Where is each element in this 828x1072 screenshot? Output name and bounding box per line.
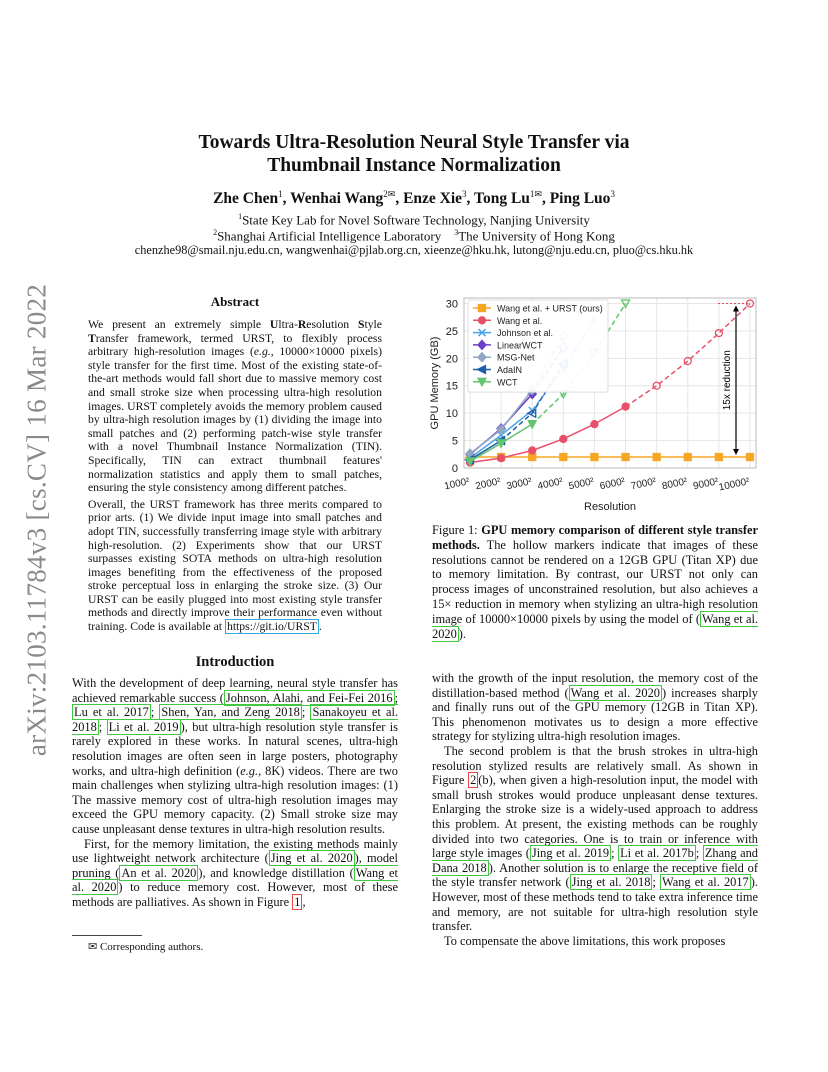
- paper-title: [0, 131, 828, 177]
- intro-right-paragraph-1: [432, 671, 758, 744]
- arrow-head-bottom: [733, 449, 739, 455]
- text: ;: [98, 719, 107, 734]
- figure-link[interactable]: 2: [470, 773, 477, 788]
- author-3: Enze Xie: [403, 190, 463, 208]
- data-point: [715, 454, 722, 461]
- y-tick-label: 25: [445, 325, 458, 338]
- x-axis-label: Resolution: [584, 501, 636, 513]
- y-tick-label: 0: [451, 463, 458, 475]
- author-5: Ping Luo: [549, 190, 611, 208]
- citation-link[interactable]: Lu et al. 2017: [74, 705, 149, 720]
- text: , 8K) videos. There are two main challenges when stylizing ultra-high resolution images: (1) The massive memory cost of ultra-high resolution images may exceed the GPU memory capacity. (2) Small stroke size may cause unpleasant dense textures in ultra-high resolution results.: [72, 763, 398, 836]
- author-5-sup: 3: [610, 189, 615, 199]
- x-tick-label: 8000²: [661, 476, 689, 493]
- caption-text: ).: [458, 626, 467, 641]
- italic-text: e.g.: [240, 763, 259, 778]
- data-point: [560, 454, 567, 461]
- text: with the growth of the input resolution, the memory cost of the distillation-based method (: [432, 671, 758, 700]
- abstract-text: We present an extremely simple: [88, 318, 270, 331]
- abstract-text: .: [318, 620, 322, 634]
- data-point: [622, 403, 629, 410]
- author-3-sup: 3: [462, 189, 467, 199]
- legend-marker: [479, 317, 486, 324]
- citation-link[interactable]: Shen, Yan, and Zeng 2018: [161, 705, 300, 720]
- text: ;: [695, 846, 703, 861]
- author-emails: chenzhe98@smail.nju.edu.cn, wangwenhai@pjlab.org.cn, xieenze@hku.hk, lutong@nju.edu.cn, pluo@cs.hku.hk: [134, 243, 694, 257]
- caption-label: Figure 1:: [432, 523, 482, 537]
- abstract-bold-s: S: [357, 318, 365, 331]
- citation-link[interactable]: Wang et al. 2020: [432, 611, 758, 641]
- citation-link[interactable]: Jing et al. 2020: [270, 851, 353, 866]
- author-1: Zhe Chen: [213, 190, 279, 208]
- citation-link[interactable]: Jing et al. 2018: [571, 875, 651, 890]
- intro-paragraph-2: [72, 837, 398, 910]
- affiliation-3-sup: 3: [454, 228, 459, 237]
- text: First, for the memory limitation, the existing methods mainly use lightweight network architecture (: [72, 836, 398, 866]
- data-point: [747, 454, 754, 461]
- affiliation-2: [0, 228, 828, 244]
- legend-label: AdaIN: [497, 365, 523, 375]
- arrow-head-top: [733, 305, 739, 311]
- x-tick-label: 1000²: [443, 476, 471, 493]
- text: ,: [302, 894, 306, 909]
- text: ). However, most of these methods tend to take extra inference time and memory, are not suitable for ultra-high resolution style transfer.: [432, 875, 758, 934]
- intro-left-column: [72, 676, 398, 910]
- footnote: ✉ Corresponding authors.: [88, 941, 204, 953]
- data-point: [684, 454, 691, 461]
- introduction-heading: Introduction: [195, 654, 275, 670]
- figure-1-caption: [432, 523, 758, 641]
- y-tick-label: 5: [451, 435, 458, 448]
- citation-link[interactable]: Li et al. 2017b: [620, 846, 694, 861]
- y-tick-label: 30: [445, 298, 458, 311]
- text: ) to reduce memory cost. However, most of these methods are palliatives. As shown in Figure: [72, 880, 398, 909]
- affiliation-1-text: State Key Lab for Novel Software Technology, Nanjing University: [242, 212, 590, 228]
- abstract-body: [88, 318, 382, 637]
- abstract-text: , 10000×10000 pixels) style transfer for the first time. Most of the existing state-of-the-art methods would fall short due to massive memory cost and small stroke size when processing ultra-high resolution images. URST completely avoids the memory problem caused by ultra-high resolution images by (1) dividing the image into small patches and (2) performing patch-wise style transfer with a novel Thumbnail Instance Normalization (TIN). Specifically, TIN can extract thumbnail features' normalization statistics and apply them to small patches, ensuring the style consistency among different patches.: [88, 345, 382, 495]
- affiliation-2-text: Shanghai Artificial Intelligence Laboratory: [217, 228, 442, 244]
- caption-bold: GPU memory comparison of different style transfer methods.: [432, 523, 758, 552]
- text: The second problem is that the brush strokes in ultra-high resolution stylized results are relatively small. As shown in Figure: [432, 743, 758, 788]
- abstract-bold-t: T: [88, 331, 96, 345]
- x-tick-label: 6000²: [598, 476, 627, 493]
- abstract-paragraph-1: [88, 318, 382, 495]
- abstract-heading: Abstract: [210, 294, 260, 309]
- x-tick-label: 10000²: [717, 476, 751, 494]
- author-4: Tong Lu: [474, 190, 530, 208]
- text: (b), when given a high-resolution input, the model with small brush strokes would produce unpleasant dense textures. Enlarging the stroke size is a widely-used approach to address this problem. At present, the existing methods can be roughly divided into two categories. One is to train or inference with large style images (: [432, 773, 759, 861]
- series-0: [467, 454, 754, 461]
- code-link[interactable]: https://git.io/URST: [226, 620, 317, 634]
- intro-right-column: [432, 671, 758, 948]
- legend-label: MSG-Net: [497, 352, 535, 363]
- legend-label: WCT: [497, 377, 518, 388]
- abstract-bold-r: R: [297, 318, 307, 331]
- x-tick-label: 9000²: [692, 476, 720, 493]
- y-tick-label: 15: [445, 380, 458, 393]
- data-point: [591, 421, 598, 428]
- text: ). Another solution is to enlarge the receptive field of the style transfer network (: [432, 860, 758, 890]
- y-tick-label: 20: [445, 353, 458, 366]
- abstract-text: ransfer framework, termed URST, to flexibly process arbitrary high-resolution images (: [88, 331, 382, 359]
- data-point: [528, 421, 536, 429]
- text: ;: [611, 846, 619, 861]
- y-tick-label: 10: [445, 408, 458, 421]
- footnote-rule: [72, 935, 142, 936]
- text: ) increases sharply and finally runs out of the GPU memory (12GB in Titan XP). This phenomenon motivates us to design a more effective strategy for stylizing ultra-high resolution images.: [432, 685, 758, 744]
- x-tick-label: 4000²: [536, 476, 564, 493]
- intro-paragraph-1: [72, 676, 398, 837]
- affiliation-2-sup: 2: [213, 228, 218, 237]
- x-tick-label: 7000²: [629, 476, 658, 493]
- text: ;: [150, 705, 160, 720]
- citation-link[interactable]: Zhang and Dana 2018: [432, 846, 758, 875]
- data-point: [622, 454, 629, 461]
- arxiv-stamp: [22, 280, 52, 760]
- text: ;: [652, 875, 661, 890]
- data-point: [498, 455, 505, 462]
- citation-link[interactable]: Wang et al. 2020: [72, 865, 398, 895]
- abstract-text: ltra-: [278, 318, 298, 331]
- affiliation-1-sup: 1: [238, 212, 243, 221]
- data-point: [529, 447, 536, 454]
- abstract-bold-u: U: [269, 318, 279, 331]
- intro-right-paragraph-3: To compensate the above limitations, this work proposes: [444, 933, 726, 948]
- citation-link[interactable]: Sanakoyeu et al. 2018: [72, 705, 398, 734]
- legend-label: Johnson et al.: [497, 328, 554, 339]
- text: ), but ultra-high resolution style transfer is rarely explored in these works. In natural scenes, ultra-high resolution images are often seen in large posters, photography works, and ultra-high definition (: [72, 719, 398, 778]
- arxiv-id: arXiv:2103.11784v3 [cs.CV] 16 Mar 2022: [21, 283, 52, 757]
- legend-label: LinearWCT: [497, 340, 543, 351]
- affiliation-3-text: The University of Hong Kong: [458, 228, 615, 244]
- citation-link[interactable]: Wang et al. 2020: [570, 685, 660, 700]
- citation-link[interactable]: Wang et al. 2017: [662, 875, 749, 890]
- author-2: Wenhai Wang: [290, 190, 384, 208]
- affiliation-1: [0, 212, 828, 228]
- citation-link[interactable]: An et al. 2020: [121, 865, 197, 880]
- citation-link[interactable]: Li et al. 2019: [108, 719, 179, 734]
- text: ;: [301, 705, 311, 720]
- abstract-text: Overall, the URST framework has three merits compared to prior arts. (1) We divide input image into small patches and adopt TIN, successfully transferring image style with arbitrary high-resolution. (2) Experiments show that our URST surpasses existing SOTA methods on ultra-high resolution images benefiting from the effectiveness of the proposed stroke perceptual loss in enlarging the stroke size. (3) Our URST can be easily plugged into most existing style transfer methods and directly improve their performance even without training. Code is available at: [88, 497, 382, 634]
- data-point: [560, 435, 567, 442]
- author-4-sup: 1✉: [529, 189, 542, 199]
- abstract-text: esolution: [306, 318, 358, 331]
- title-line-1: Towards Ultra-Resolution Neural Style Transfer via: [198, 132, 630, 153]
- x-tick-label: 3000²: [505, 476, 533, 493]
- x-tick-label: 5000²: [567, 476, 596, 493]
- intro-right-paragraph-2: [432, 744, 758, 934]
- caption-text: The hollow markers indicate that images of these resolutions cannot be rendered on a 12GB GPU (Titan XP) due to memory limitation. By contrast, our URST not only can process images of unconstrained resolution, but also achieves a 15× reduction in memory when stylizing an ultra-high resolution image of 10000×10000 pixels by using the model of (: [432, 537, 758, 626]
- gpu-memory-chart: [426, 286, 766, 516]
- author-2-sup: 2✉: [383, 189, 396, 199]
- figure-link[interactable]: 1: [294, 894, 301, 909]
- annotation-label: 15x reduction: [722, 350, 733, 411]
- legend-label: Wang et al. + URST (ours): [497, 303, 603, 314]
- title-line-2: Thumbnail Instance Normalization: [267, 155, 561, 176]
- chart-annotation: [718, 303, 750, 455]
- data-point: [591, 454, 598, 461]
- abstract-paragraph-2: [88, 498, 382, 634]
- text: ;: [394, 690, 399, 705]
- text: With the development of deep learning, neural style transfer has achieved remarkable success (: [72, 676, 398, 705]
- x-tick-label: 2000²: [474, 476, 502, 493]
- chart-legend: [468, 300, 608, 392]
- citation-link[interactable]: Johnson, Alahi, and Fei-Fei 2016: [225, 690, 393, 705]
- legend-marker: [479, 305, 486, 312]
- abstract-italic: e.g.: [253, 345, 271, 359]
- citation-link[interactable]: Jing et al. 2019: [531, 846, 610, 861]
- abstract-text: tyle: [364, 318, 382, 331]
- y-axis-label: GPU Memory (GB): [429, 336, 441, 430]
- author-1-sup: 1: [278, 189, 283, 199]
- data-point: [653, 454, 660, 461]
- author-list: Zhe Chen$^1$, Wenhai Wang$^{2✉}$, Enze Xie$^3$, Tong $Lu^{1✉}$, Ping Luo$^3$: [213, 189, 615, 208]
- text: ), and knowledge distillation (: [198, 865, 354, 880]
- text: ), model pruning (: [72, 851, 399, 880]
- legend-label: Wang et al.: [497, 315, 543, 326]
